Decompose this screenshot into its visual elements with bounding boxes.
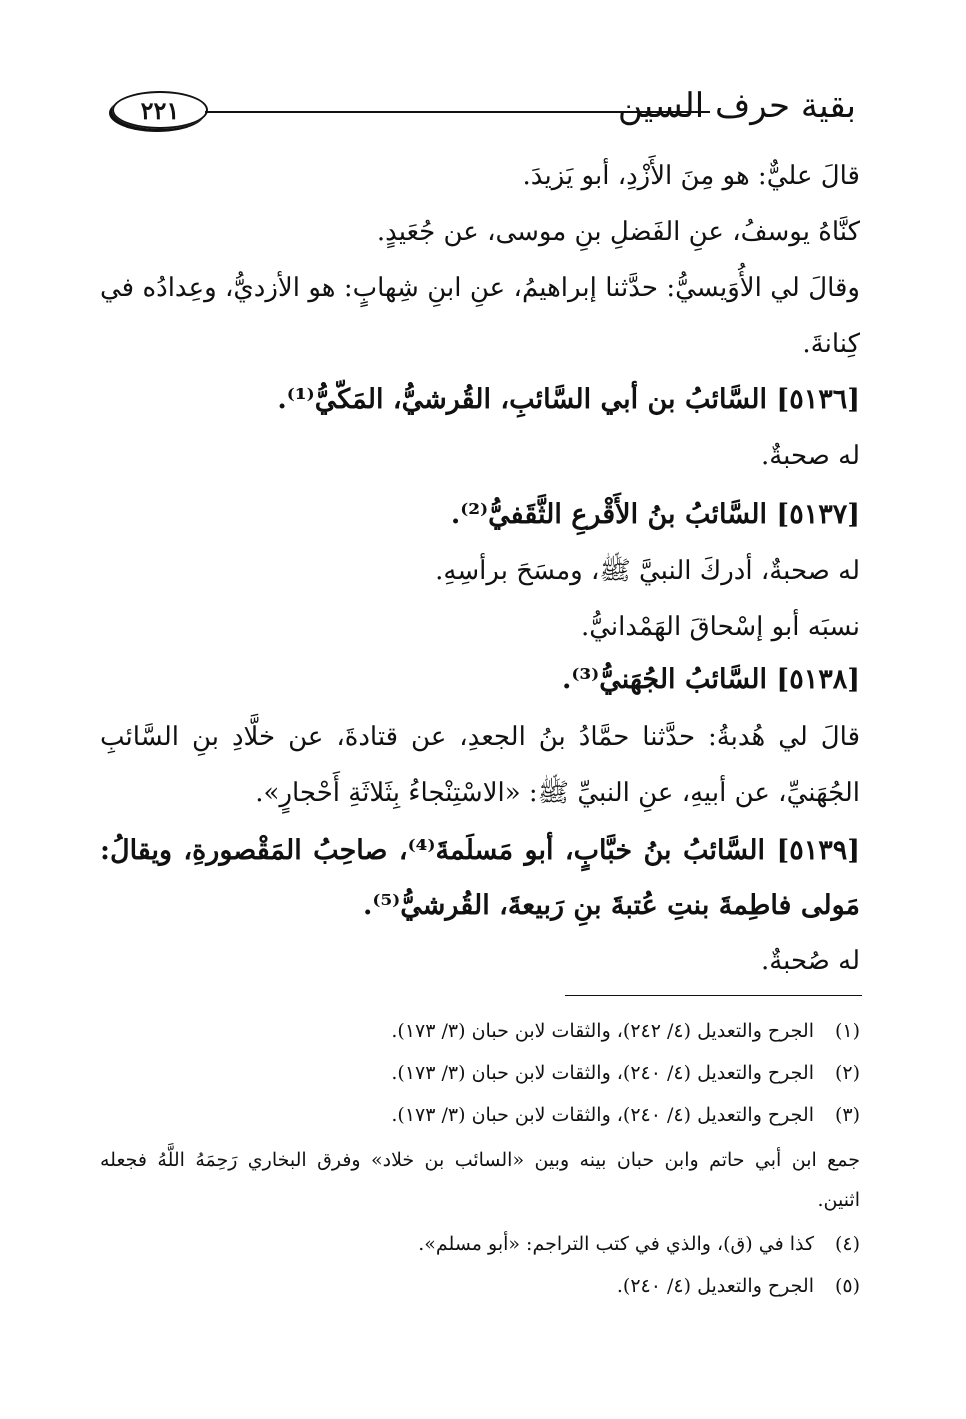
footnote-number: (٢)	[834, 1062, 860, 1084]
body-line: له صُحبةٌ.	[760, 946, 860, 976]
body-line: وقالَ لي الأُوَيسيُّ: حدَّثنا إبراهيمُ، عنِ ابنِ شِهابٍ: هو الأزديُّ، وعِدادُه في	[100, 273, 860, 303]
footnote-continuation: اثنين.	[817, 1189, 860, 1211]
footnote-number: (٤)	[834, 1233, 860, 1255]
body-line: كنَّاهُ يوسفُ، عنِ الفَضلِ بنِ موسى، عن جُعَيدٍ.	[376, 217, 860, 247]
footnote-number: (١)	[834, 1020, 860, 1042]
header-rule	[205, 111, 710, 113]
footnote-rule	[565, 995, 862, 996]
body-line: قالَ عليٌّ: هو مِنَ الأَزْدِ، أبو يَزيدَ.	[522, 161, 860, 191]
footnote-text: الجرح والتعديل (٤/ ٢٤٠).	[616, 1275, 814, 1297]
entry-heading-5137: [٥١٣٧] السَّائبُ بنُ الأَقْرعِ الثَّقَفيُّ⁽²⁾.	[450, 499, 860, 530]
footnote-item	[100, 1055, 860, 1091]
footnote-item	[100, 1013, 860, 1049]
footnote-item	[100, 1268, 860, 1304]
body-line: قالَ لي هُدبةُ: حدَّثنا حمَّادُ بنُ الجعدِ، عن قتادةَ، عن خلَّادِ بنِ السَّائبِ	[100, 722, 860, 752]
footnote-text: الجرح والتعديل (٤/ ٢٤٠)، والثقات لابن حبان (٣/ ١٧٣).	[391, 1062, 814, 1084]
body-line: له صحبةٌ.	[760, 441, 860, 471]
entry-heading-5136: [٥١٣٦] السَّائبُ بن أبي السَّائبِ، القُرشيُّ، المَكّيُّ⁽¹⁾.	[277, 384, 860, 415]
footnote-number: (٣)	[834, 1104, 860, 1126]
footnote-number: (٥)	[834, 1275, 860, 1297]
body-line: الجُهَنيِّ، عن أبيهِ، عنِ النبيِّ ﷺ: «الاسْتِنْجاءُ بِثَلاثَةِ أَحْجارٍ».	[255, 778, 860, 808]
body-line: مَولى فاطِمةَ بنتِ عُتبةَ بنِ رَبيعةَ، القُرشيُّ⁽⁵⁾.	[362, 890, 860, 921]
footnote-text: الجرح والتعديل (٤/ ٢٤٢)، والثقات لابن حبان (٣/ ١٧٣).	[391, 1020, 814, 1042]
footnote-item	[100, 1226, 860, 1262]
footnote-continuation: جمع ابن أبي حاتم وابن حبان بينه وبين «السائب بن خلاد» وفرق البخاري رَحِمَهُ اللَّهُ فجعله	[100, 1149, 860, 1171]
body-line: نسبَه أبو إسْحاقَ الهَمْدانيُّ.	[581, 612, 860, 642]
entry-heading-5138: [٥١٣٨] السَّائبُ الجُهَنيُّ⁽³⁾.	[561, 664, 860, 695]
entry-heading-5139: [٥١٣٩] السَّائبُ بنُ خبَّابٍ، أبو مَسلَمةَ⁽⁴⁾، صاحِبُ المَقْصورةِ، ويقالُ:	[100, 835, 861, 866]
footnote-text: كذا في (ق)، والذي في كتب التراجم: «أبو مسلم».	[418, 1233, 814, 1255]
body-line: كِنانةَ.	[802, 329, 860, 359]
footnote-text: الجرح والتعديل (٤/ ٢٤٠)، والثقات لابن حبان (٣/ ١٧٣).	[391, 1104, 814, 1126]
running-header-title: بقية حرف السين	[617, 86, 856, 126]
page-number: ٢٢١	[140, 95, 180, 125]
footnote-item	[100, 1097, 860, 1133]
page-number-badge	[112, 91, 208, 129]
body-line: له صحبةٌ، أدركَ النبيَّ ﷺ، ومسَحَ برأسِهِ.	[435, 556, 860, 586]
